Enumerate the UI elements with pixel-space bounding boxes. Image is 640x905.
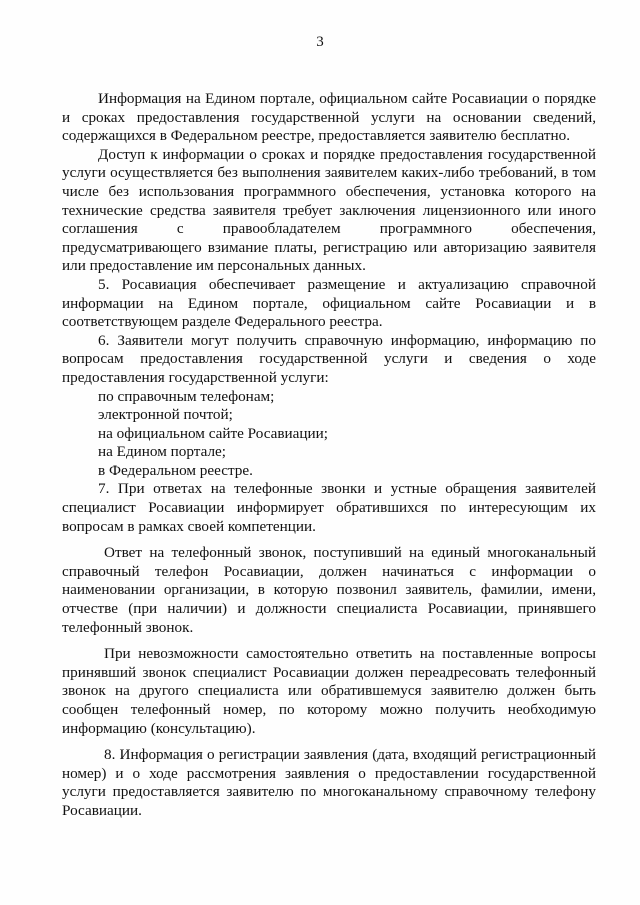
list-item: на Едином портале; — [98, 443, 226, 461]
document-body — [62, 90, 596, 821]
paragraph-item-8: 8. Информация о регистрации заявления (дата, входящий регистрационный номер) и о ходе рассмотрения заявления о предоставлении государственной услуги предоставляется заявителю по многоканальному справочному телефону Росавиации. — [62, 746, 596, 819]
paragraph-item-6: 6. Заявители могут получить справочную информацию, информацию по вопросам предоставления государственной услуги и сведения о ходе предоставления государственной услуги: — [62, 331, 596, 386]
list-item: электронной почтой; — [98, 406, 233, 424]
list-item: по справочным телефонам; — [98, 387, 275, 405]
paragraph-item-5: 5. Росавиация обеспечивает размещение и актуализацию справочной информации на Едином портале, официальном сайте Росавиации и в соответствующем разделе Федерального реестра. — [62, 275, 596, 331]
paragraph-redirect-call: При невозможности самостоятельно ответить на поставленные вопросы принявший звонок специалист Росавиации должен переадресовать телефонный звонок на другого специалиста или обратившемуся заявителю должен быть сообщен телефонный номер, по которому можно получить необходимую информацию (консультацию). — [62, 645, 596, 737]
paragraph-phone-answer: Ответ на телефонный звонок, поступивший на единый многоканальный справочный телефон Росавиации, должен начинаться с информации о наименовании организации, в которую позвонил заявитель, фамилии, имени, отчестве (при наличии) и должности специалиста Росавиации, принявшего телефонный звонок. — [62, 544, 596, 636]
list-item: на официальном сайте Росавиации; — [98, 424, 329, 442]
paragraph-access-info: Доступ к информации о сроках и порядке предоставления государственной услуги осуществляется без выполнения заявителем каких-либо требований, в том числе без использования программного обеспечения, установка которого на технические средства заявителя требует заключения лицензионного или иного соглашения с правообладателем программного обеспечения, предусматривающего взимание платы, регистрацию или авторизацию заявителя или предоставление им персональных данных. — [62, 145, 596, 275]
paragraph-item-7: 7. При ответах на телефонные звонки и устные обращения заявителей специалист Росавиации информирует обратившихся по интересующим их вопросам в рамках своей компетенции. — [62, 480, 596, 535]
list-item: в Федеральном реестре. — [98, 461, 253, 479]
page-number: 3 — [316, 34, 324, 50]
paragraph-portal-info: Информация на Едином портале, официальном сайте Росавиации о порядке и сроках предоставления государственной услуги на основании сведений, содержащихся в Федеральном реестре, предоставляется заявителю бесплатно. — [62, 90, 596, 145]
